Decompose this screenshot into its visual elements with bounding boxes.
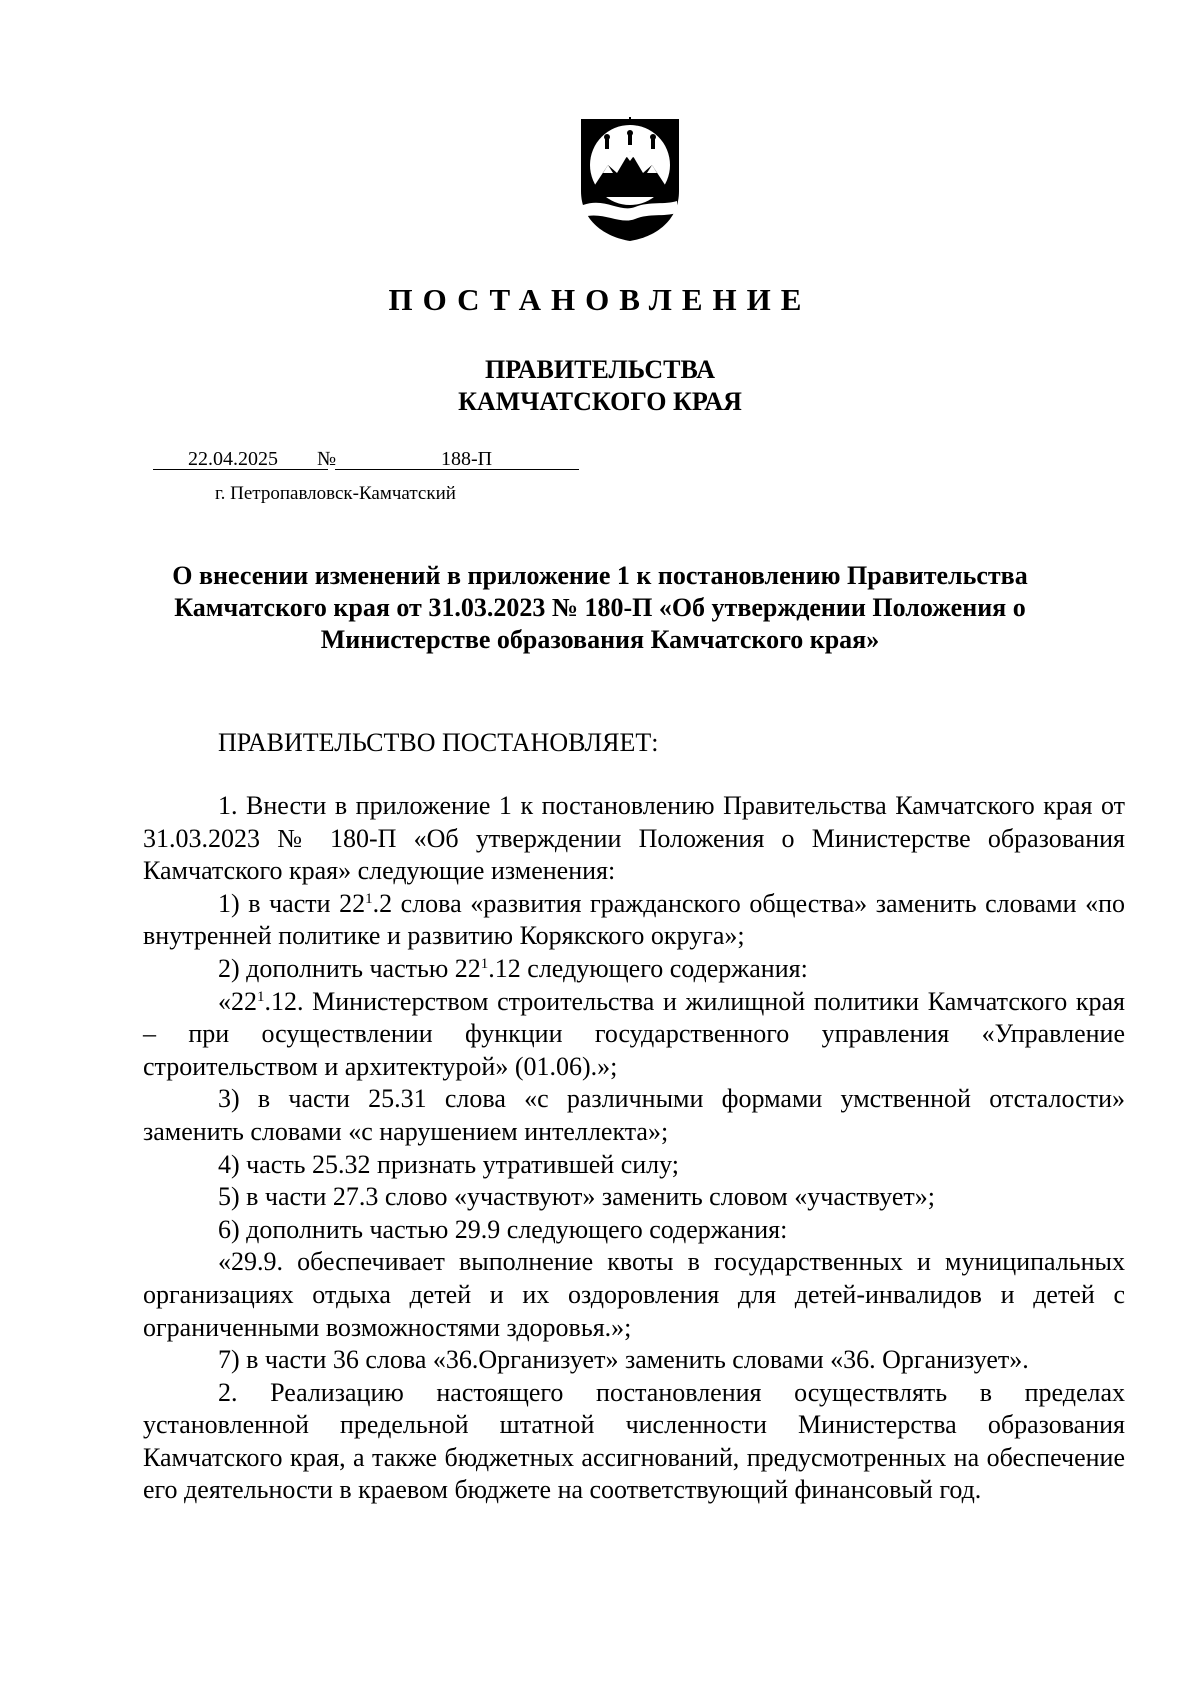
paragraph-1: 1. Внести в приложение 1 к постановлению Правительства Камчатского края от 31.03.2023 № 180-П «Об утверждении Положения о Министерстве образования Камчатского края» следующие изменения: — [143, 791, 1125, 886]
document-subject — [130, 560, 1070, 656]
paragraph-item-3: 3) в части 25.31 слова «с различными формами умственной отсталости» заменить словами «с нарушением интеллекта»; — [143, 1084, 1125, 1146]
paragraph-item-5: 5) в части 27.3 слово «участвуют» заменить словом «участвует»; — [218, 1182, 935, 1212]
paragraph-item-6: 6) дополнить частью 29.9 следующего содержания: — [218, 1214, 788, 1244]
city-name: г. Петропавловск-Камчатский — [215, 483, 456, 504]
decree-statement: ПРАВИТЕЛЬСТВО ПОСТАНОВЛЯЕТ: — [218, 728, 659, 757]
paragraph-item-1-text-a: 1) в части 22 — [218, 888, 366, 918]
paragraph-quote-text-b: .12. Министерством строительства и жилищной политики Камчатского края – при осуществлении функции государственного управления «Управление строительством и архитектурой» (01.06).»; — [143, 986, 1125, 1081]
document-number: 188-П — [441, 448, 493, 470]
paragraph-quote-text-a: «22 — [218, 986, 257, 1016]
superscript: 1 — [365, 890, 373, 907]
subject-line-2: Камчатского края от 31.03.2023 № 180-П «Об утверждении Положения о — [174, 593, 1026, 622]
paragraph-item-2 — [143, 953, 1125, 986]
superscript: 1 — [257, 988, 265, 1005]
paragraph-2: 2. Реализацию настоящего постановления осуществлять в пределах установленной предельной штатной численности Министерства образования Камчатского края, а также бюджетных ассигнований, предусмотренных на обеспечение его деятельности в краевом бюджете на соответствующий финансовый год. — [143, 1377, 1125, 1505]
document-date: 22.04.2025 — [188, 448, 278, 470]
paragraph-item-7: 7) в части 36 слова «36.Организует» заменить словами «36. Организует». — [218, 1345, 1029, 1375]
date-underline — [153, 469, 328, 470]
document-type-heading: ПОСТАНОВЛЕНИЕ — [388, 282, 812, 317]
document-body — [143, 790, 1125, 1507]
number-underline — [335, 469, 579, 470]
paragraph-item-1-text-b: .2 слова «развития гражданского общества» заменить словами «по внутренней политике и развитию Корякского округа»; — [143, 888, 1125, 951]
number-sign: № — [317, 448, 337, 470]
paragraph-item-1 — [143, 888, 1125, 953]
subject-line-3: Министерстве образования Камчатского края» — [320, 625, 880, 654]
issuer-line-2: КАМЧАТСКОГО КРАЯ — [458, 387, 742, 416]
subject-line-1: О внесении изменений в приложение 1 к постановлению Правительства — [172, 561, 1028, 590]
paragraph-item-4: 4) часть 25.32 признать утратившей силу; — [218, 1149, 680, 1179]
issuer-line-1: ПРАВИТЕЛЬСТВА — [485, 355, 715, 384]
superscript: 1 — [480, 955, 489, 972]
issuer-heading — [0, 354, 1200, 418]
paragraph-item-2-text-a: 2) дополнить частью 22 — [218, 953, 481, 983]
paragraph-quote-22-1-12 — [143, 986, 1125, 1084]
coat-of-arms-emblem — [575, 113, 685, 243]
paragraph-item-2-text-b: .12 следующего содержания: — [488, 953, 808, 983]
paragraph-quote-29-9: «29.9. обеспечивает выполнение квоты в государственных и муниципальных организациях отдыха детей и их оздоровления для детей-инвалидов и детей с ограниченными возможностями здоровья.»; — [143, 1247, 1125, 1342]
